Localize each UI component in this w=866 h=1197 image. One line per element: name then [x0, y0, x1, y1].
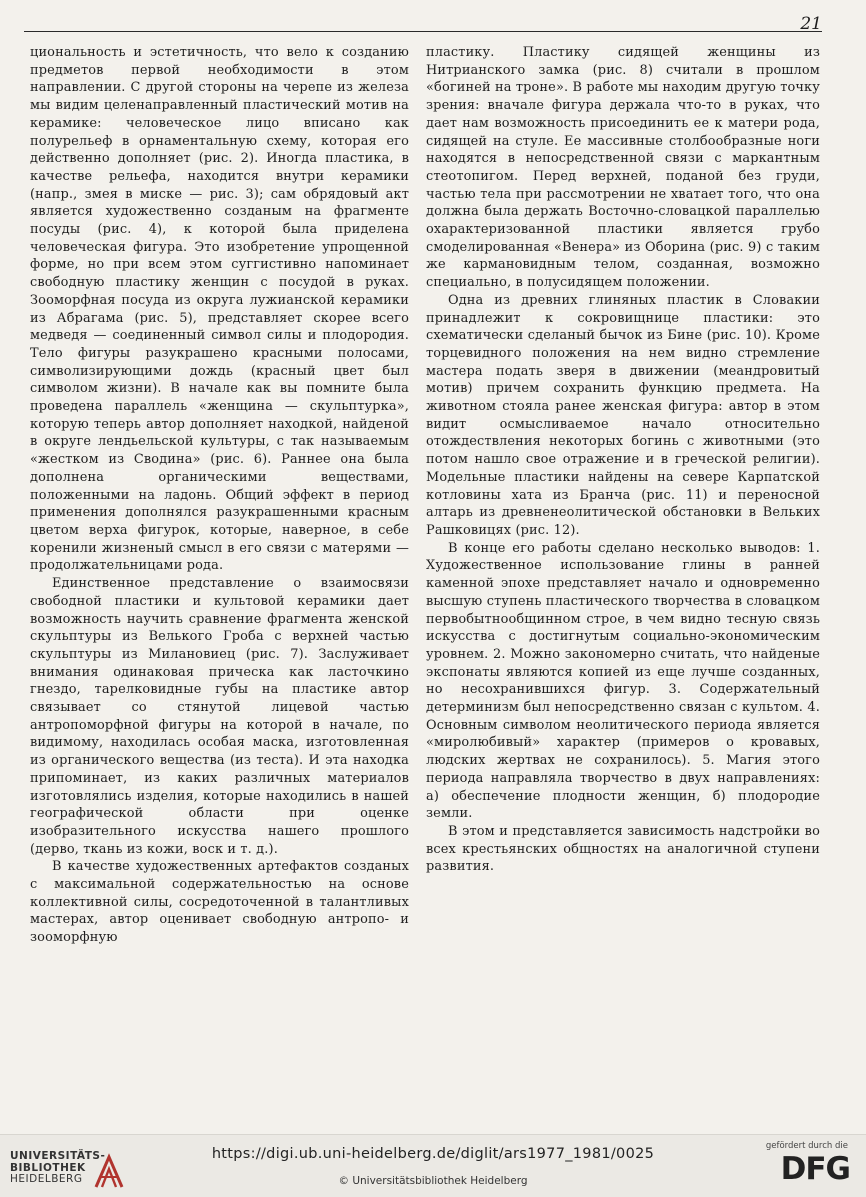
dfg-logo[interactable]: DFG	[780, 1151, 850, 1187]
left-column	[30, 44, 409, 947]
paragraph: циональность и эстетичность, что вело к созданию предметов первой необходимости в этом направлении. С другой стороны на черепе из железа мы видим целенаправленный пластический мотив на керамике: человеческое лицо вписано как полурельеф в орнаментальную схему, которая его действенно дополняет (рис. 2). Иногда пластика, в качестве рельефа, находится внутри керамики (напр., змея в миске — рис. 3); сам обрядовый акт является художественно созданым на фрагменте посуды (рис. 4), к которой была приделена человеческая фигура. Это изобретение упрощенной форме, но при всем этом суггистивно напоминает свободную пластику женщин с посудой в руках. Зооморфная посуда из округа лужианской керамики из Абрагама (рис. 5), представляет скорее всего медведя — соединенный символ силы и плодородия. Тело фигуры разукрашено красными полосами, символизирующими дождь (красный цвет был символом жизни). В начале как вы помните была проведена параллель «женщина — скульптурка», которую теперь автор дополняет находкой, найденой в округе лендьельской культуры, с так называемым «жестком из Сводина» (рис. 6). Раннее она была дополнена органическими веществами, положенными на ладонь. Общий эффект в период применения дополнялся разукрашенными красным цветом верха фигурок, которые, наверное, в себе коренили жизненый смысл в его связи с матерями — продолжательницами рода.	[30, 45, 409, 574]
paragraph: Одна из древних глиняных пластик в Словакии принадлежит к сокровищнице пластики: это схематически сделаный бычок из Бине (рис. 10). Кроме торцевидного положения на нем видно стремление мастера подать зверя в движении (меандровитый мотив) причем сохранить функцию предмета. На животном стояла ранее женская фигура: автор в этом видит осмысливаемое начало относительно отождествления некоторых богинь с животными (это потом нашло свое отражение и в греческой религии). Модельные пластики найдены на севере Карпатской котловины хата из Бранча (рис. 11) и переносной алтарь из древненеолитической обстановки в Вельких Рашковицях (рис. 12).	[426, 292, 820, 538]
paragraph: Единственное представление о взаимосвязи свободной пластики и культовой керамики дает возможность научить сравнение фрагмента женской скульптуры из Велького Гроба с верхней частью скульптуры из Милановиец (рис. 7). Заслуживает внимания одинаковая прическа как ласточкино гнездо, тарелковидные губы на пластике автор связывает со стянутой лицевой частью антропоморфной фигуры на которой в начале, по видимому, находилась особая маска, изготовленная из органического вещества (из теста). И эта находка припоминает, из каких различных материалов изготовлялись изделия, которые находились в нашей географической области при оценке изобразительного искусства нашего прошлого (дерво, ткань из кожи, воск и т. д.).	[30, 576, 409, 857]
paragraph: В конце его работы сделано несколько выводов: 1. Художественное использование глины в ранней каменной эпохе представляет начало и одновременно высшую ступень пластического творчества в словацком первобытнообщинном строе, в чем видно тесную связь искусства с достигнутым социально-экономическим уровнем. 2. Можно закономерно считать, что найденые экспонаты являются копией из еще лучше созданных, но несохранившихся фигур. 3. Содержательный детерминизм был непосредственно связан с культом. 4. Основным символом неолитического периода является «миролюбивый» характер (примеров о кровавых, людских жертвах не сохранилось). 5. Магия этого периода направляла творчество в двух направлениях: а) обеспечение плодности женщин, б) плодородие земли.	[426, 540, 820, 822]
copyright-text: © Universitätsbibliothek Heidelberg	[338, 1175, 528, 1187]
funding-note: gefördert durch die	[765, 1141, 848, 1151]
footer-bar	[0, 1134, 866, 1197]
header-rule	[24, 31, 822, 32]
right-column	[426, 44, 820, 876]
paragraph: пластику. Пластику сидящей женщины из Нитрианского замка (рис. 8) считали в прошлом «богиней на троне». В работе мы находим другую точку зрения: вначале фигура держала что-то в руках, что дает нам возможность присоединить ее к матери рода, сидящей на стуле. Ее массивные столбообразные ноги находятся в непосредственной связи с маркантным стеотопигом. Перед верхней, поданой без груди, частью тела при рассмотрении не хватает того, что она должна была держать Восточно-словацкой параллелью охарактеризованной пластики является грубо смоделированная «Венера» из Оборина (рис. 9) с таким же карманoвидным телом, созданная, возможно специально, в полусидящем положении.	[426, 45, 821, 291]
paragraph: В этом и представляется зависимость надстройки во всех крестьянских общностях на аналогичной ступени развития.	[426, 823, 820, 875]
document-url-link[interactable]: https://digi.ub.uni-heidelberg.de/diglit/ars1977_1981/0025	[211, 1146, 655, 1162]
page-number: 21	[800, 14, 822, 34]
paragraph: В качестве художественных артефактов созданых с максимальной содержательностью на основе коллективной силы, сосредоточенной в талантливых мастерах, автор оценивает свободную антропо- и зооморфную	[30, 859, 409, 946]
library-name-line: BIBLIOTHEK	[10, 1161, 86, 1174]
library-name-line: HEIDELBERG	[10, 1173, 83, 1185]
library-name-line: UNIVERSITÄTS-	[10, 1150, 106, 1162]
